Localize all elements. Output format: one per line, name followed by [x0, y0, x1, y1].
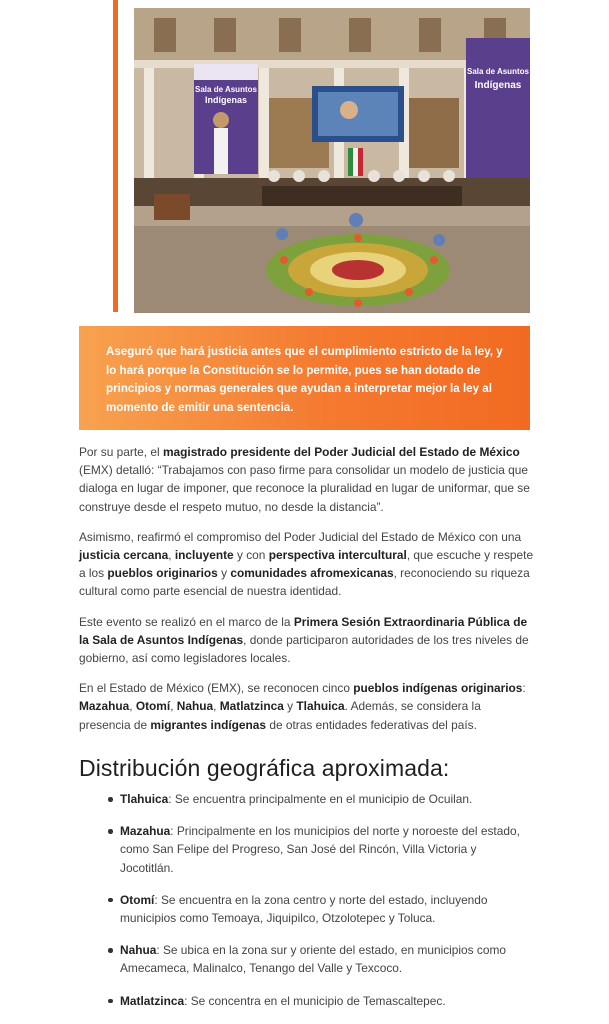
- bullet-icon: [108, 898, 113, 903]
- list-item: Mazahua: Principalmente en los municipios del norte y noroeste del estado, como San Felipe del Progreso, San José del Rincón, Villa Victoria y Jocotitlán.: [108, 822, 533, 877]
- paragraph-1: Por su parte, el magistrado presidente del Poder Judicial del Estado de México (EMX) detalló: “Trabajamos con paso firme para consolidar un modelo de justicia que dialoga en lugar de imponer, que reconoce la pluralidad en lugar de uniformar, que se construye desde el respeto mutuo, no desde la distancia”.: [79, 445, 530, 514]
- peoples-list: [108, 790, 533, 1024]
- bullet-icon: [108, 948, 113, 953]
- list-item: Otomí: Se encuentra en la zona centro y norte del estado, incluyendo municipios como Temoaya, Jiquipilco, Otzolotepec y Toluca.: [108, 891, 533, 927]
- banner-right-line-1: Sala de Asuntos: [467, 67, 529, 76]
- banner-right-line-2: Indígenas: [474, 80, 522, 91]
- paragraph-3: Este evento se realizó en el marco de la Primera Sesión Extraordinaria Pública de la Sala de Asuntos Indígenas, donde participaron autoridades de los tres niveles de gobierno, así como legisladores locales.: [79, 614, 529, 666]
- quote-text: Aseguró que hará justicia antes que el cumplimiento estricto de la ley, y lo hará porque la Constitución se lo permite, pues se han dotado de principios y normas generales que ayudan a interpretar mejor la ley al momento de emitir una sentencia.: [106, 345, 503, 414]
- paragraph-2: Asimismo, reafirmó el compromiso del Poder Judicial del Estado de México con una justicia cercana, incluyente y con perspectiva intercultural, que escuche y respete a los pueblos originarios y comunidades afromexicanas, reconociendo su riqueza cultural como parte esencial de nuestra identidad.: [79, 529, 534, 599]
- bullet-icon: [108, 999, 113, 1004]
- list-item: Matlatzinca: Se concentra en el municipio de Temascaltepec.: [108, 992, 533, 1010]
- banner-left-line-2: Indígenas: [204, 95, 248, 105]
- section-title: Distribución geográfica aproximada:: [79, 755, 450, 781]
- banner-left-line-1: Sala de Asuntos: [195, 85, 257, 94]
- event-photo: [134, 8, 530, 313]
- accent-bar: [113, 0, 118, 312]
- paragraph-4: En el Estado de México (EMX), se reconocen cinco pueblos indígenas originarios: Mazahua, Otomí, Nahua, Matlatzinca y Tlahuica. Además, se considera la presencia de migrantes indígenas de otras entidades federativas del país.: [79, 681, 526, 732]
- quote-box: [79, 326, 530, 430]
- bullet-icon: [108, 797, 113, 802]
- article-body: [79, 443, 534, 746]
- list-item: Nahua: Se ubica en la zona sur y oriente del estado, en municipios como Amecameca, Malinalco, Tenango del Valle y Texcoco.: [108, 941, 533, 977]
- list-item: Tlahuica: Se encuentra principalmente en el municipio de Ocuilan.: [108, 790, 533, 808]
- bullet-icon: [108, 829, 113, 834]
